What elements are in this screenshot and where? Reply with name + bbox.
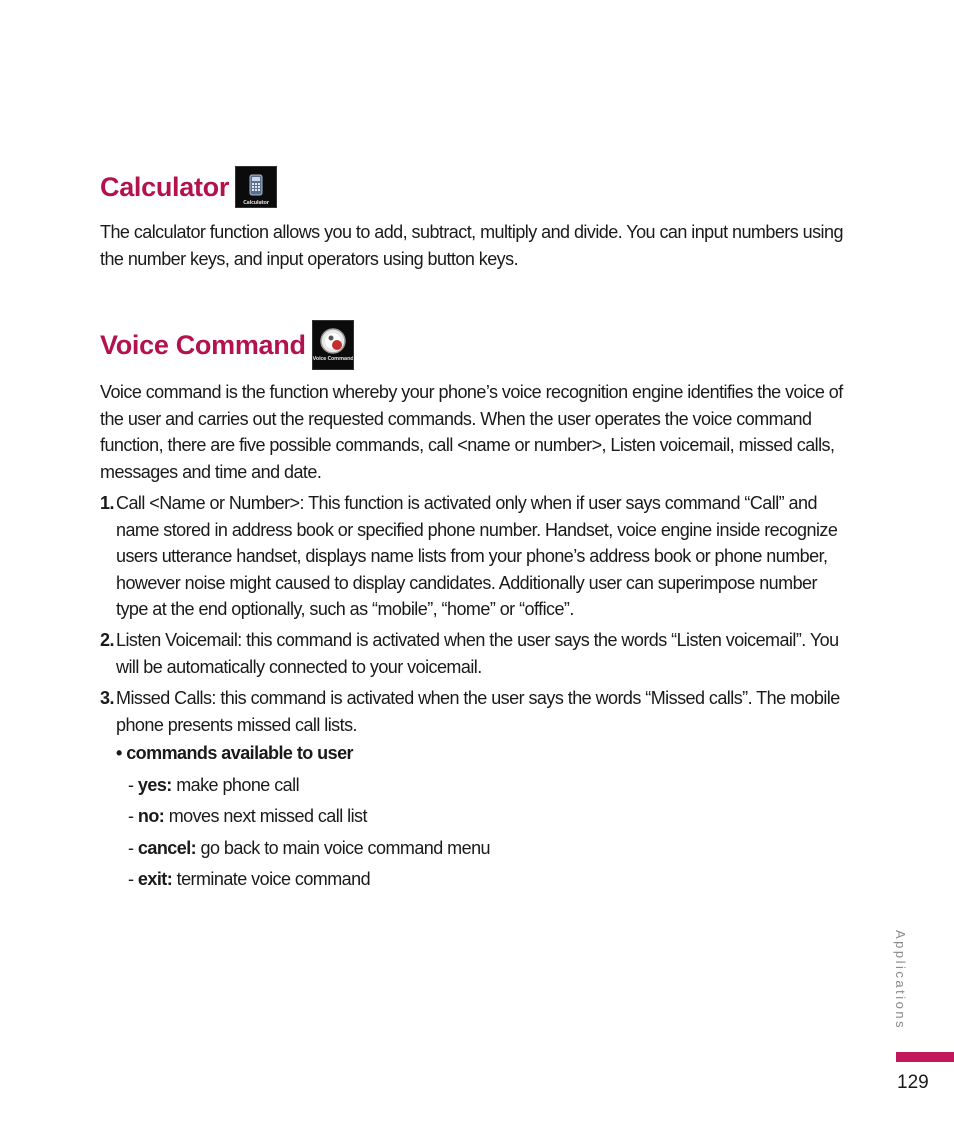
command-item: - yes: make phone call: [128, 775, 300, 795]
command-item: - cancel: go back to main voice command menu: [128, 838, 491, 858]
commands-heading: • commands available to user: [116, 743, 353, 763]
calculator-app-icon: [235, 166, 277, 208]
section-label: Applications: [893, 930, 908, 1031]
voice-command-title: Voice Command: [100, 329, 306, 360]
list-item: [100, 627, 852, 680]
list-number: 1.: [100, 493, 114, 513]
list-text: Missed Calls: this command is activated when the user says the words “Missed calls”. The mobile phone presents missed call lists.: [116, 688, 840, 735]
list-item: [100, 490, 852, 623]
command-keyword: yes:: [137, 775, 172, 795]
command-keyword: no:: [137, 806, 165, 826]
command-keyword: exit:: [137, 869, 173, 889]
voice-command-app-icon: [312, 320, 354, 370]
list-text: Call <Name or Number>: This function is activated only when if user says command “Call” and name stored in address book or specified phone number. Handset, voice engine inside recognize users utterance handset, displays name lists from your phone’s address book or phone number, however noise might caused to display candidates. Additionally user can superimpose number type at the end optionally, such as “mobile”, “home” or “office”.: [116, 493, 838, 619]
command-keyword: cancel:: [137, 838, 197, 858]
command-description: make phone call: [176, 775, 300, 795]
command-item: - no: moves next missed call list: [128, 806, 367, 826]
voice-command-icon-caption: Voice Command: [312, 356, 353, 362]
voice-command-heading: [100, 320, 354, 370]
list-item: [100, 685, 852, 738]
calculator-icon-caption: Calculator: [243, 200, 269, 206]
command-item: - exit: terminate voice command: [128, 869, 371, 889]
calculator-description: The calculator function allows you to add, subtract, multiply and divide. You can input numbers using the number keys, and input operators using button keys.: [100, 222, 843, 269]
list-number: 3.: [100, 688, 114, 708]
page-accent-bar: [896, 1052, 954, 1062]
page-number: 129: [897, 1072, 929, 1093]
calculator-title: Calculator: [100, 171, 230, 202]
command-description: terminate voice command: [176, 869, 371, 889]
list-text: Listen Voicemail: this command is activated when the user says the words “Listen voicemail”. You will be automatically connected to your voicemail.: [116, 630, 839, 677]
command-description: go back to main voice command menu: [200, 838, 491, 858]
voice-command-description: Voice command is the function whereby your phone’s voice recognition engine identifies the voice of the user and carries out the requested commands. When the user operates the voice command function, there are five possible commands, call <name or number>, Listen voicemail, missed calls, messages and time and date.: [100, 382, 843, 482]
command-description: moves next missed call list: [168, 806, 367, 826]
calculator-heading: [100, 166, 277, 208]
list-number: 2.: [100, 630, 114, 650]
